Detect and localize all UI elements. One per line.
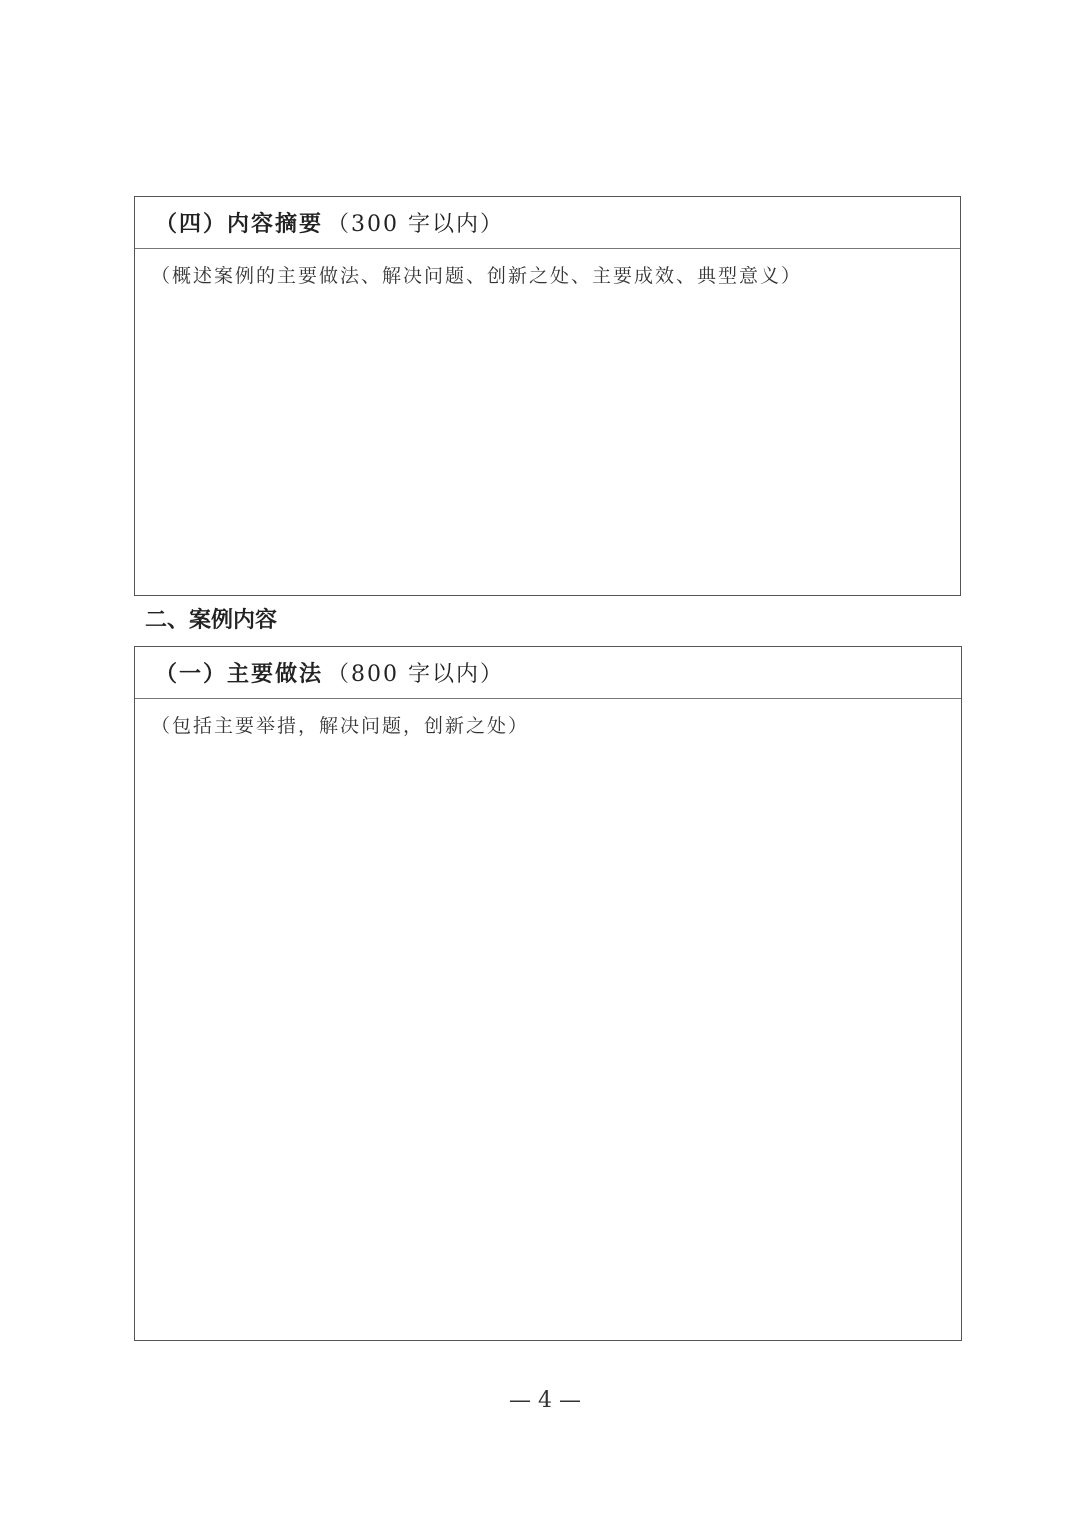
main-practices-hint: （包括主要举措，解决问题，创新之处） [151,715,530,737]
main-practices-field[interactable] [135,699,961,738]
summary-header [135,197,960,249]
summary-title: （四）内容摘要 [155,211,324,237]
summary-table [134,196,961,596]
page-number: — 4 — [509,1388,581,1413]
main-practices-title: （一）主要做法 [155,661,324,687]
summary-limit: （300 字以内） [327,212,505,237]
main-practices-limit: （800 字以内） [327,662,505,687]
summary-hint: （概述案例的主要做法、解决问题、创新之处、主要成效、典型意义） [151,265,803,287]
part-title: 二、案例内容 [145,608,278,633]
main-practices-table [134,646,962,1341]
main-practices-header [135,647,961,699]
summary-field[interactable] [135,249,960,288]
